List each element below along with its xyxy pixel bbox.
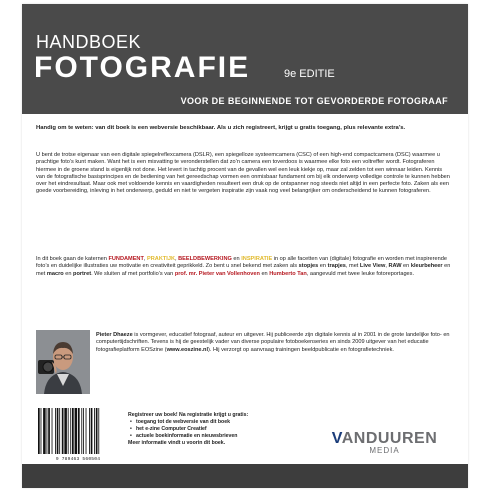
keyword: stopjes [298, 263, 319, 270]
text-span: , [143, 256, 148, 262]
text-span: , met [345, 263, 360, 270]
barcode-bar [48, 408, 50, 454]
publisher-logo [327, 430, 442, 455]
keyword: kleurbeheer [410, 263, 443, 270]
barcode-bar [62, 408, 64, 454]
list-item: • het e-zine Computer Creatief [136, 426, 298, 433]
barcode-bar [91, 408, 93, 454]
series-label: HANDBOEK [36, 32, 142, 52]
isbn-number: 9 789463 560504 [55, 457, 101, 462]
barcode-bar [55, 408, 56, 454]
author-name: Pieter Dhaeze [96, 332, 133, 338]
section-beeldbewerking: BEELDBEWERKING [178, 256, 232, 262]
barcode-bar [98, 408, 99, 454]
publisher-v-mark: V [331, 430, 342, 447]
text-span: , aangevuld met twee leuke fotoreportages. [306, 270, 415, 277]
author-portrait-image [36, 330, 90, 394]
barcode-bar [64, 408, 67, 454]
text-span: ). Hij verzorgt op aanvraag trainingen beeldpublicatie en fotografietechniek. [208, 346, 394, 353]
keyword: trapjes [327, 263, 346, 270]
barcode-bar [68, 408, 69, 454]
keyword: portret [73, 270, 92, 277]
barcode-bar [70, 408, 71, 454]
register-benefits-list [128, 419, 298, 440]
publisher-name-rest: ANDUUREN [341, 430, 438, 447]
barcode-bar [96, 408, 98, 454]
author-bio [96, 332, 452, 354]
text-span: . We sluiten af met portfolio’s van [91, 270, 175, 277]
text-span: in op alle facetten van (digitale) fotografie en worden met inspirerende foto’s en duidelijke illustraties uw motivatie en creativiteit geprikkeld. Zo bent u snel bekend met zaken als [36, 256, 447, 270]
register-heading: Registreer uw boek! Na registratie krijgt u gratis: [128, 412, 249, 418]
isbn-barcode [36, 406, 120, 456]
text-span: is vormgever, educatief fotograaf, auteur en uitgever. Hij publiceerde zijn digitale kennis al in 2001 in de grote landelijke foto- en computertijdschriften. Tevens is hij de geestelijk vader van diverse populaire fotoboekenseries en sinds 2009 uitgever van het educatie fotografieplatform EOSzine ( [96, 332, 450, 353]
keyword: Live View [359, 263, 386, 270]
barcode-bar [57, 408, 59, 454]
intro-text: Handig om te weten: van dit boek is een webversie beschikbaar. Als u zich registreert, krijgt u gratis toegang, plus relevante extra’s. [36, 125, 406, 131]
author-website-link[interactable]: www.eoszine.nl [166, 346, 209, 353]
barcode-bar [38, 408, 40, 454]
register-info [128, 412, 298, 447]
barcode-bar [83, 408, 84, 454]
text-span: en [63, 270, 74, 277]
text-span: en [231, 256, 242, 262]
barcode-bar [86, 408, 87, 454]
author-photo [36, 330, 90, 394]
barcode-bar [59, 408, 60, 454]
portfolio-name: Humberto Tan [269, 270, 307, 277]
list-item: • actuele boekinformatie en nieuwsbrieven [136, 433, 298, 440]
keyword: RAW [388, 263, 402, 270]
barcode-bar [43, 408, 46, 454]
text-span: en [259, 270, 270, 277]
edition-label: 9e EDITIE [284, 68, 335, 80]
barcode-bar [72, 408, 74, 454]
text-span: , [385, 263, 389, 270]
portfolio-name: prof. mr. Pieter van Vollenhoven [174, 270, 260, 277]
text-span: en [318, 263, 328, 270]
barcode-bar [81, 408, 82, 454]
cover-header [22, 4, 468, 114]
book-back-cover [22, 4, 468, 488]
bottom-bar [22, 464, 468, 488]
text-span: en met [36, 263, 451, 277]
barcode-bar [52, 408, 53, 454]
book-subtitle: VOOR DE BEGINNENDE TOT GEVORDERDE FOTOGRAAF [180, 96, 448, 106]
section-praktijk: PRAKTIJK [147, 256, 175, 262]
section-inspiratie: INSPIRATIE [241, 256, 273, 262]
text-span: , [175, 256, 179, 262]
publisher-media-label: MEDIA [369, 446, 400, 455]
barcode-bar [78, 408, 80, 454]
barcode-bar [41, 408, 42, 454]
section-fundament: FUNDAMENT [108, 256, 144, 262]
contents-paragraph [36, 256, 452, 278]
text-span: In dit boek gaan de katernen [36, 256, 109, 262]
register-footnote: Meer informatie vindt u voorin dit boek. [128, 440, 226, 446]
keyword: macro [46, 270, 64, 277]
book-title: FOTOGRAFIE [34, 51, 251, 84]
barcode-bar [89, 408, 90, 454]
description-paragraph: U bent de trotse eigenaar van een digitale spiegelreflexcamera (DSLR), een spiegelloze systeemcamera (CSC) of een high-end compactcamera (DSC) waarmee u prachtige foto’s kunt maken. Want het is een misvatting te veronderstellen dat zo’n camera een toverdoos is waarmee elke foto een voltreffer wordt. Fotograferen hiermee in de groene stand is eigenlijk not done. Het levert in tachtig procent van de gevallen wel een leuk kiekje op, maar zal zelden tot een winnaar leiden. Kennis van de fotografische basisprincipes en de bediening van het gereedschap vormen een onmisbaar fundament om bij elk onderwerp volledige controle te kunnen hebben over het eindresultaat. Maar ook met voldoende kennis en vaardigheden resulteert een druk op de ontspanner nog steeds niet altijd in een perfecte foto. Zaken als een goede voorbereiding, inleving in het onderwerp, geduld en niet te vergeten inspiratie zijn vaak nog veel belangrijker om onderscheidend te kunnen fotograferen. [36, 152, 450, 195]
barcode-bar [47, 408, 48, 454]
text-span: en [401, 263, 411, 270]
barcode-bar [94, 408, 95, 454]
barcode-bar [75, 408, 78, 454]
list-item: • toegang tot de webversie van dit boek [136, 419, 298, 426]
